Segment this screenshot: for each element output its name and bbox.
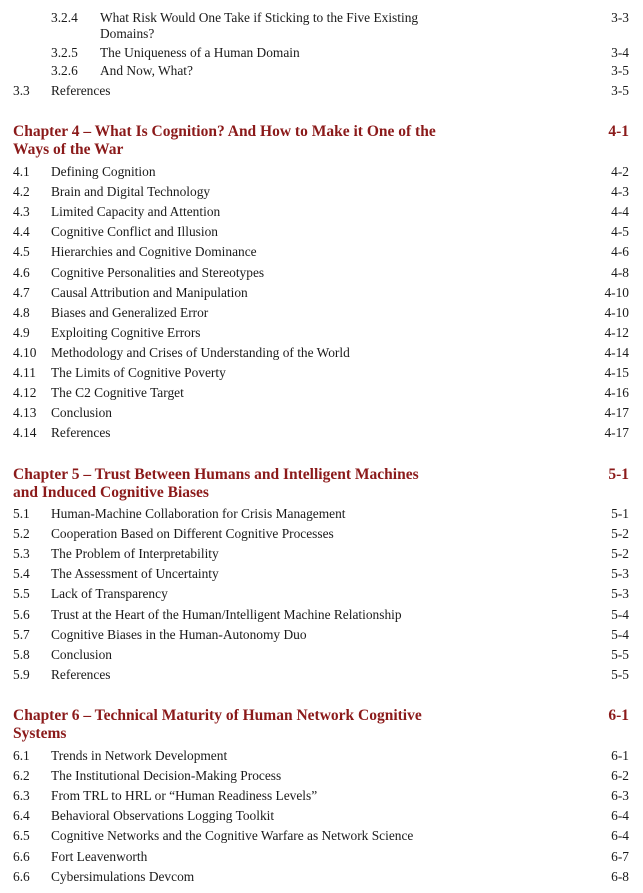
chapter-heading[interactable] bbox=[13, 466, 629, 502]
entry-title: Behavioral Observations Logging Toolkit bbox=[51, 808, 275, 824]
entry-title: Methodology and Crises of Understanding of the World bbox=[51, 344, 350, 360]
chapter-title: Chapter 4 – What Is Cognition? And How to Make it One of the Ways of the War bbox=[13, 123, 436, 158]
entry-number: 4.1 bbox=[13, 164, 30, 179]
entry-page: 4-3 bbox=[611, 184, 629, 200]
entry-title: References bbox=[51, 666, 111, 682]
entry-page: 4-10 bbox=[604, 304, 629, 320]
entry-title: The Limits of Cognitive Poverty bbox=[51, 365, 226, 380]
chapter-page: 4-1 bbox=[608, 123, 629, 140]
chapter-title: Chapter 6 – Technical Maturity of Human Network Cognitive Systems bbox=[13, 707, 422, 742]
chapter-heading[interactable] bbox=[13, 123, 629, 159]
entry-number: 4.12 bbox=[13, 385, 37, 401]
entry-title: Trends in Network Development bbox=[51, 748, 228, 763]
entry-page: 3-4 bbox=[611, 45, 629, 60]
entry-number: 4.6 bbox=[13, 264, 30, 280]
chapter-title: Chapter 5 – Trust Between Humans and Intelligent Machines and Induced Cognitive Biases bbox=[13, 466, 419, 501]
entry-number: 4.11 bbox=[13, 365, 36, 380]
entry-page: 5-5 bbox=[611, 666, 629, 682]
entry-title: From TRL to HRL or “Human Readiness Levels” bbox=[51, 788, 318, 804]
entry-page: 5-2 bbox=[611, 546, 629, 562]
entry-page: 4-12 bbox=[604, 324, 629, 340]
entry-title: Biases and Generalized Error bbox=[51, 304, 209, 320]
entry-page: 4-14 bbox=[604, 344, 629, 360]
entry-number: 4.13 bbox=[13, 405, 37, 421]
entry-number: 4.4 bbox=[13, 224, 30, 240]
entry-number: 5.1 bbox=[13, 506, 30, 521]
entry-title: Defining Cognition bbox=[51, 164, 156, 179]
entry-page: 3-3 bbox=[611, 10, 629, 25]
entry-number: 3.2.6 bbox=[51, 63, 78, 78]
entry-number: 3.3 bbox=[13, 83, 30, 98]
entry-title: The C2 Cognitive Target bbox=[51, 385, 184, 401]
entry-page: 5-4 bbox=[611, 606, 629, 622]
entry-page: 4-6 bbox=[611, 244, 629, 260]
entry-title: Causal Attribution and Manipulation bbox=[51, 284, 248, 300]
entry-number: 4.14 bbox=[13, 425, 37, 441]
entry-title: Cooperation Based on Different Cognitive Processes bbox=[51, 526, 334, 542]
entry-title: Lack of Transparency bbox=[51, 586, 168, 602]
entry-title: Brain and Digital Technology bbox=[51, 184, 211, 200]
entry-title: References bbox=[51, 425, 111, 441]
entry-number: 3.2.5 bbox=[51, 45, 78, 60]
entry-number: 6.6 bbox=[13, 868, 30, 884]
entry-page: 5-2 bbox=[611, 526, 629, 542]
entry-number: 5.3 bbox=[13, 546, 30, 562]
entry-page: 6-7 bbox=[611, 848, 629, 864]
entry-number: 5.6 bbox=[13, 606, 30, 622]
entry-number: 4.9 bbox=[13, 324, 30, 340]
entry-title: What Risk Would One Take if Sticking to the Five Existing Domains? bbox=[100, 10, 419, 41]
entry-number: 3.2.4 bbox=[51, 10, 78, 25]
entry-number: 5.5 bbox=[13, 586, 30, 602]
entry-page: 6-4 bbox=[611, 808, 629, 824]
chapter-heading[interactable] bbox=[13, 707, 629, 743]
entry-title: The Institutional Decision-Making Process bbox=[51, 768, 282, 784]
entry-title: Hierarchies and Cognitive Dominance bbox=[51, 244, 257, 260]
entry-page: 6-3 bbox=[611, 788, 629, 804]
chapter-page: 6-1 bbox=[608, 707, 629, 724]
entry-title: Conclusion bbox=[51, 646, 113, 662]
entry-number: 5.7 bbox=[13, 626, 30, 642]
entry-title: Cognitive Biases in the Human-Autonomy Duo bbox=[51, 626, 307, 642]
entry-title: Cognitive Personalities and Stereotypes bbox=[51, 264, 265, 280]
entry-page: 3-5 bbox=[611, 83, 629, 98]
entry-title: References bbox=[51, 83, 111, 98]
entry-page: 5-1 bbox=[611, 506, 629, 521]
entry-number: 6.2 bbox=[13, 768, 30, 784]
chapter-page: 5-1 bbox=[608, 466, 629, 483]
entry-title: And Now, What? bbox=[100, 63, 193, 78]
entry-page: 4-10 bbox=[604, 284, 629, 300]
entry-number: 5.2 bbox=[13, 526, 30, 542]
entry-title: Cognitive Networks and the Cognitive Warfare as Network Science bbox=[51, 828, 414, 844]
entry-title: Cybersimulations Devcom bbox=[51, 868, 195, 884]
entry-page: 3-5 bbox=[611, 63, 629, 78]
entry-page: 5-3 bbox=[611, 566, 629, 582]
entry-number: 6.4 bbox=[13, 808, 30, 824]
entry-page: 4-5 bbox=[611, 224, 629, 240]
entry-number: 4.7 bbox=[13, 284, 30, 300]
entry-title: The Uniqueness of a Human Domain bbox=[100, 45, 300, 60]
entry-page: 4-16 bbox=[604, 385, 629, 401]
entry-number: 5.8 bbox=[13, 646, 30, 662]
entry-number: 4.2 bbox=[13, 184, 30, 200]
entry-page: 6-4 bbox=[611, 828, 629, 844]
entry-page: 5-3 bbox=[611, 586, 629, 602]
entry-page: 4-15 bbox=[604, 365, 629, 380]
entry-title: Human-Machine Collaboration for Crisis Management bbox=[51, 506, 346, 521]
entry-number: 4.5 bbox=[13, 244, 30, 260]
entry-title: Fort Leavenworth bbox=[51, 848, 148, 864]
entry-page: 5-4 bbox=[611, 626, 629, 642]
entry-number: 5.9 bbox=[13, 666, 30, 682]
entry-page: 4-17 bbox=[604, 425, 629, 441]
entry-number: 6.3 bbox=[13, 788, 30, 804]
entry-number: 5.4 bbox=[13, 566, 30, 582]
entry-page: 4-4 bbox=[611, 204, 629, 220]
entry-number: 4.10 bbox=[13, 344, 37, 360]
entry-page: 6-8 bbox=[611, 868, 629, 884]
entry-title: The Problem of Interpretability bbox=[51, 546, 219, 562]
entry-title: Trust at the Heart of the Human/Intelligent Machine Relationship bbox=[51, 606, 402, 622]
entry-page: 6-2 bbox=[611, 768, 629, 784]
entry-page: 4-8 bbox=[611, 264, 629, 280]
entry-title: Exploiting Cognitive Errors bbox=[51, 324, 201, 340]
entry-title: Limited Capacity and Attention bbox=[51, 204, 221, 220]
entry-number: 6.1 bbox=[13, 748, 30, 763]
entry-number: 4.8 bbox=[13, 304, 30, 320]
entry-page: 6-1 bbox=[611, 748, 629, 763]
entry-title: Conclusion bbox=[51, 405, 113, 421]
entry-title: The Assessment of Uncertainty bbox=[51, 566, 219, 582]
entry-page: 4-2 bbox=[611, 164, 629, 179]
entry-number: 6.6 bbox=[13, 848, 30, 864]
entry-page: 5-5 bbox=[611, 646, 629, 662]
entry-number: 4.3 bbox=[13, 204, 30, 220]
entry-title: Cognitive Conflict and Illusion bbox=[51, 224, 218, 240]
entry-number: 6.5 bbox=[13, 828, 30, 844]
entry-page: 4-17 bbox=[604, 405, 629, 421]
